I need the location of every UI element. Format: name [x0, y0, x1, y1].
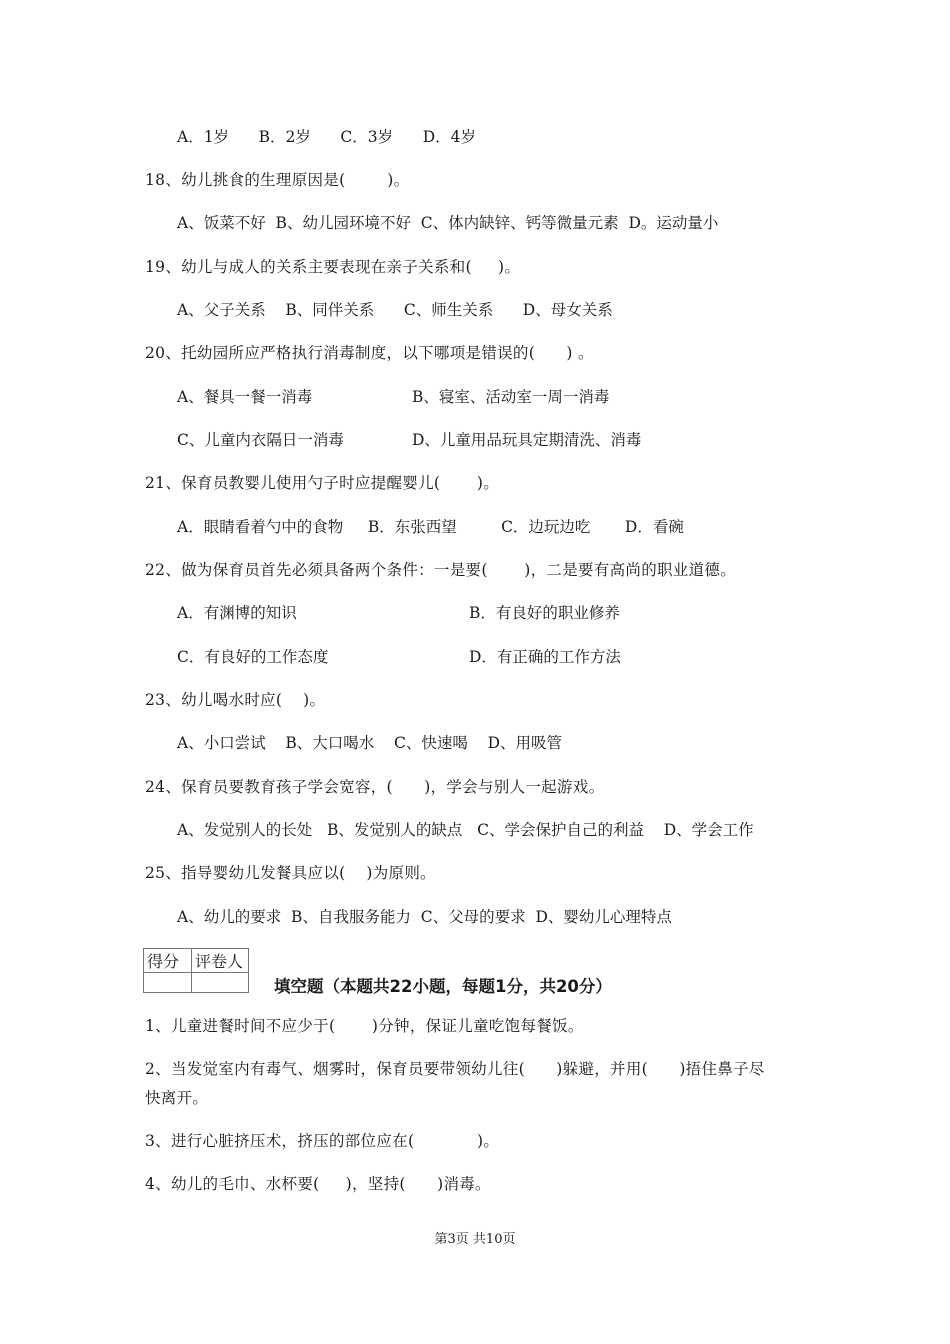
score-table	[143, 948, 249, 993]
page-number: 第3页 共10页	[434, 1232, 516, 1247]
q22-stem: 22、做为保育员首先必须具备两个条件：一是要( )，二是要有高尚的职业道德。	[145, 561, 737, 579]
q22-option-c: C．有良好的工作态度	[177, 648, 329, 666]
score-cell	[144, 973, 192, 993]
q22-option-b: B．有良好的职业修养	[469, 604, 620, 622]
q20-option-d: D、儿童用品玩具定期清洗、消毒	[412, 431, 642, 449]
q17-options: A．1岁 B．2岁 C．3岁 D．4岁	[177, 128, 477, 146]
q18-stem: 18、幼儿挑食的生理原因是( )。	[145, 171, 410, 189]
q21-options: A．眼睛看着勺中的食物 B．东张西望 C．边玩边吃 D．看碗	[177, 518, 684, 536]
q24-options: A、发觉别人的长处 B、发觉别人的缺点 C、学会保护自己的利益 D、学会工作	[177, 821, 754, 839]
q20-option-b: B、寝室、活动室一周一消毒	[412, 388, 610, 406]
fill-question-1: 1、儿童进餐时间不应少于( )分钟，保证儿童吃饱每餐饭。	[145, 1017, 584, 1035]
fill-question-2-cont: 快离开。	[145, 1089, 209, 1107]
q25-options: A、幼儿的要求 B、自我服务能力 C、父母的要求 D、婴幼儿心理特点	[177, 908, 672, 926]
q24-stem: 24、保育员要教育孩子学会宽容，( )，学会与别人一起游戏。	[145, 778, 605, 796]
q20-option-c: C、儿童内衣隔日一消毒	[177, 431, 344, 449]
q19-options: A、父子关系 B、同伴关系 C、师生关系 D、母女关系	[177, 301, 613, 319]
q25-stem: 25、指导婴幼儿发餐具应以( )为原则。	[145, 864, 436, 882]
q23-stem: 23、幼儿喝水时应( )。	[145, 691, 326, 709]
q19-stem: 19、幼儿与成人的关系主要表现在亲子关系和( )。	[145, 258, 521, 276]
grader-label: 评卷人	[192, 949, 249, 973]
q23-options: A、小口尝试 B、大口喝水 C、快速喝 D、用吸管	[177, 734, 562, 752]
section-title: 填空题（本题共22小题，每题1分，共20分）	[274, 977, 612, 996]
q20-option-a: A、餐具一餐一消毒	[177, 388, 313, 406]
q18-options: A、饭菜不好 B、幼儿园环境不好 C、体内缺锌、钙等微量元素 D。运动量小	[177, 214, 719, 232]
q20-stem: 20、托幼园所应严格执行消毒制度，以下哪项是错误的( ) 。	[145, 344, 594, 362]
grader-cell	[192, 973, 249, 993]
fill-question-4: 4、幼儿的毛巾、水杯要( )，坚持( )消毒。	[145, 1175, 491, 1193]
q22-option-d: D．有正确的工作方法	[469, 648, 621, 666]
q22-option-a: A．有渊博的知识	[177, 604, 297, 622]
fill-question-2: 2、当发觉室内有毒气、烟雾时，保育员要带领幼儿往( )躲避，并用( )捂住鼻子尽	[145, 1060, 765, 1078]
q21-stem: 21、保育员教婴儿使用勺子时应提醒婴儿( )。	[145, 474, 500, 492]
fill-question-3: 3、进行心脏挤压术，挤压的部位应在( )。	[145, 1132, 500, 1150]
score-label: 得分	[144, 949, 192, 973]
